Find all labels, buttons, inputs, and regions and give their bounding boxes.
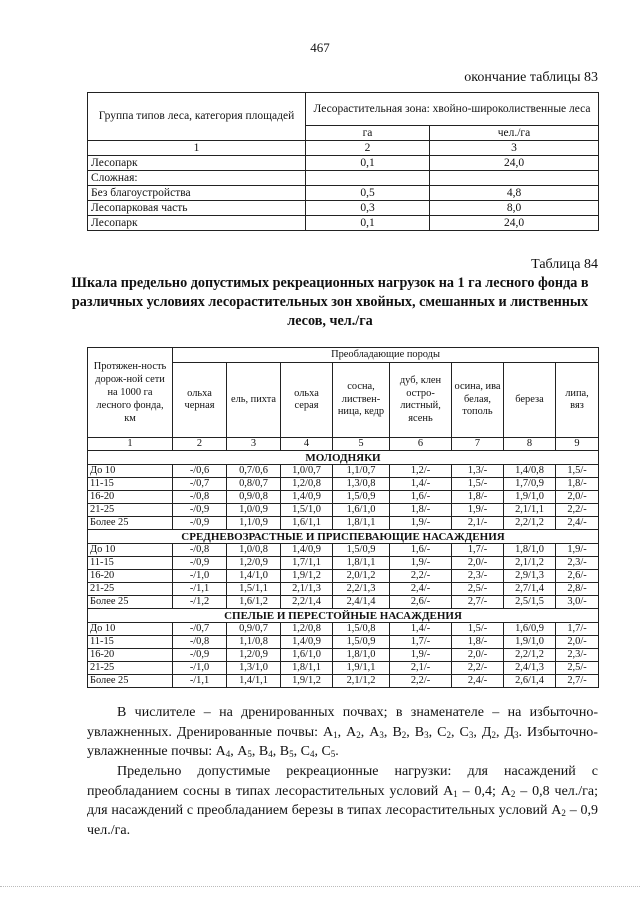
t83-cell-ha: 0,1 [306, 216, 430, 231]
t84-load-cell: 1,5/0,9 [333, 544, 390, 557]
t84-load-cell: 1,5/1,0 [281, 504, 333, 517]
t84-load-cell: 1,8/- [390, 504, 452, 517]
table-row [88, 583, 599, 596]
t84-load-cell: 1,1/0,9 [227, 517, 281, 530]
t84-load-cell: 2,5/- [452, 583, 504, 596]
t84-load-cell: 2,4/- [452, 675, 504, 688]
t83-group-header: Группа типов леса, категория площадей [88, 93, 306, 141]
t84-species-col: ель, пихта [227, 363, 281, 438]
t84-load-cell: 1,2/0,8 [281, 623, 333, 636]
t84-load-cell: 2,2/1,3 [333, 583, 390, 596]
t84-load-cell: 1,5/- [452, 478, 504, 491]
table-row [88, 544, 599, 557]
t84-load-cell: 2,4/1,3 [504, 662, 556, 675]
t84-load-cell: 2,5/1,5 [504, 596, 556, 609]
t84-load-cell: 1,4/- [390, 623, 452, 636]
t84-load-cell: -/1,1 [173, 675, 227, 688]
t84-load-cell: 2,2/1,2 [504, 517, 556, 530]
t84-load-cell: 0,9/0,7 [227, 623, 281, 636]
t84-col-num: 4 [281, 438, 333, 451]
t83-cell-per-ha [430, 171, 599, 186]
table84-label: Таблица 84 [531, 257, 598, 272]
t84-col-num: 8 [504, 438, 556, 451]
t84-road-length-cell: 21-25 [88, 662, 173, 675]
t84-load-cell: 0,7/0,6 [227, 465, 281, 478]
table-row [88, 201, 599, 216]
t84-load-cell: 1,6/- [390, 491, 452, 504]
t84-section-row [88, 451, 599, 465]
t84-load-cell: 2,1/- [390, 662, 452, 675]
table-83 [87, 92, 599, 231]
t84-load-cell: 1,7/- [556, 623, 599, 636]
t84-load-cell: 1,9/1,1 [333, 662, 390, 675]
t84-load-cell: 1,2/- [390, 465, 452, 478]
t84-load-cell: 0,9/0,8 [227, 491, 281, 504]
table-row [88, 504, 599, 517]
table-row [88, 171, 599, 186]
t84-load-cell: 2,5/- [556, 662, 599, 675]
paragraph-load-limits: Предельно допустимые рекреационные нагрузки: для насаждений с преобладанием сосны в типах лесорастительных условий $А_1 - 0,4$; $А_2 - 0,8$ чел./га; для насаждений с преобладанием березы в типах лесорастительных условий $А_2 - 0,9$ чел./га. [87, 764, 599, 838]
t84-col-num: 3 [227, 438, 281, 451]
table-row [88, 662, 599, 675]
t84-load-cell: 2,0/- [556, 491, 599, 504]
t84-load-cell: -/0,8 [173, 544, 227, 557]
t84-load-cell: 1,8/1,1 [333, 517, 390, 530]
t84-load-cell: 1,7/- [452, 544, 504, 557]
t84-load-cell: 1,8/- [452, 491, 504, 504]
t84-load-cell: 2,2/- [390, 675, 452, 688]
t83-cell-name: Сложная: [88, 171, 306, 186]
t84-load-cell: -/0,8 [173, 636, 227, 649]
t84-species-col: осина, ива белая, тополь [452, 363, 504, 438]
t84-section-row [88, 609, 599, 623]
t84-road-length-cell: 21-25 [88, 504, 173, 517]
t84-col-num: 1 [88, 438, 173, 451]
t83-cell-name: Лесопарк [88, 156, 306, 171]
t84-load-cell: -/0,8 [173, 491, 227, 504]
t84-load-cell: 1,4/1,0 [227, 570, 281, 583]
t84-load-cell: 2,3/- [556, 649, 599, 662]
t84-load-cell: 1,9/- [556, 544, 599, 557]
footer-divider [0, 886, 640, 891]
t84-road-length-cell: 16-20 [88, 649, 173, 662]
t83-col-num: 3 [430, 141, 599, 156]
t83-zone-header: Лесорастительная зона: хвойно-широколиственные леса [306, 93, 599, 126]
t84-load-cell: 1,1/0,8 [227, 636, 281, 649]
t83-cell-ha: 0,5 [306, 186, 430, 201]
t84-load-cell: 1,6/1,0 [333, 504, 390, 517]
t84-road-length-cell: 11-15 [88, 636, 173, 649]
t84-load-cell: 2,4/- [556, 517, 599, 530]
t84-load-cell: 2,0/- [452, 649, 504, 662]
t83-col-num: 1 [88, 141, 306, 156]
t84-load-cell: 2,3/- [556, 557, 599, 570]
t83-cell-ha: 0,3 [306, 201, 430, 216]
t84-load-cell: 2,0/1,2 [333, 570, 390, 583]
t84-load-cell: 1,5/0,9 [333, 636, 390, 649]
table-row [88, 186, 599, 201]
t84-load-cell: 2,2/1,2 [504, 649, 556, 662]
t84-load-cell: 3,0/- [556, 596, 599, 609]
t84-load-cell: 2,2/- [556, 504, 599, 517]
t84-load-cell: 1,9/- [390, 649, 452, 662]
t84-load-cell: 1,8/1,0 [504, 544, 556, 557]
t84-load-cell: 2,6/- [556, 570, 599, 583]
t84-load-cell: 2,6/- [390, 596, 452, 609]
t84-load-cell: 1,5/0,9 [333, 491, 390, 504]
t84-load-cell: 1,9/1,2 [281, 570, 333, 583]
t83-cell-ha: 0,1 [306, 156, 430, 171]
t84-section-title: МОЛОДНЯКИ [88, 451, 599, 465]
t84-load-cell: 1,4/0,9 [281, 491, 333, 504]
t84-section-title: СПЕЛЫЕ И ПЕРЕСТОЙНЫЕ НАСАЖДЕНИЯ [88, 609, 599, 623]
t84-species-col: ольха черная [173, 363, 227, 438]
t83-cell-ha [306, 171, 430, 186]
t84-load-cell: 1,4/0,9 [281, 636, 333, 649]
t84-load-cell: 2,0/- [556, 636, 599, 649]
t84-road-length-cell: 11-15 [88, 478, 173, 491]
t84-load-cell: 1,6/1,0 [281, 649, 333, 662]
t84-load-cell: 2,3/- [452, 570, 504, 583]
table-row [88, 465, 599, 478]
t84-section-title: СРЕДНЕВОЗРАСТНЫЕ И ПРИСПЕВАЮЩИЕ НАСАЖДЕНИЯ [88, 530, 599, 544]
t84-species-col: береза [504, 363, 556, 438]
t84-load-cell: -/1,0 [173, 570, 227, 583]
t84-load-cell: 2,1/1,3 [281, 583, 333, 596]
table-row [88, 491, 599, 504]
t84-load-cell: -/0,9 [173, 517, 227, 530]
t84-load-cell: -/0,9 [173, 649, 227, 662]
t83-cell-per-ha: 8,0 [430, 201, 599, 216]
t84-load-cell: 1,7/- [390, 636, 452, 649]
t84-load-cell: 2,9/1,3 [504, 570, 556, 583]
t83-cell-name: Лесопарк [88, 216, 306, 231]
t84-load-cell: 1,1/0,7 [333, 465, 390, 478]
t84-load-cell: 1,8/- [452, 636, 504, 649]
t84-load-cell: 1,8/1,0 [333, 649, 390, 662]
t84-load-cell: 1,6/1,1 [281, 517, 333, 530]
t84-col-num: 9 [556, 438, 599, 451]
table-row [88, 478, 599, 491]
t84-road-length-cell: Более 25 [88, 596, 173, 609]
t84-load-cell: 1,8/1,1 [281, 662, 333, 675]
t84-load-cell: 2,6/1,4 [504, 675, 556, 688]
t84-col-num: 7 [452, 438, 504, 451]
t84-load-cell: 1,5/0,8 [333, 623, 390, 636]
t84-load-cell: 1,0/0,8 [227, 544, 281, 557]
t84-load-cell: 1,6/0,9 [504, 623, 556, 636]
t84-species-col: ольха серая [281, 363, 333, 438]
t84-species-header: Преобладающие породы [173, 348, 599, 363]
t84-load-cell: 2,1/1,2 [504, 557, 556, 570]
t84-load-cell: 2,7/1,4 [504, 583, 556, 596]
t84-load-cell: 2,1/- [452, 517, 504, 530]
t83-col-num: 2 [306, 141, 430, 156]
t84-load-cell: -/0,7 [173, 478, 227, 491]
t84-load-cell: 1,8/- [556, 478, 599, 491]
table-row [88, 675, 599, 688]
t84-load-cell: 1,9/1,0 [504, 636, 556, 649]
table-row [88, 517, 599, 530]
t84-load-cell: -/1,2 [173, 596, 227, 609]
t83-cell-per-ha: 24,0 [430, 216, 599, 231]
t84-load-cell: 1,9/- [390, 557, 452, 570]
t84-load-cell: 1,5/- [556, 465, 599, 478]
t84-load-cell: 1,3/- [452, 465, 504, 478]
t84-load-cell: 0,8/0,7 [227, 478, 281, 491]
table-row [88, 636, 599, 649]
t84-load-cell: 2,7/- [452, 596, 504, 609]
t84-load-cell: 2,4/1,4 [333, 596, 390, 609]
t84-road-header: Протяжен-ность дорож-ной сети на 1000 га лесного фонда, км [88, 348, 173, 438]
t84-load-cell: 1,3/0,8 [333, 478, 390, 491]
table-row [88, 216, 599, 231]
table-row [88, 557, 599, 570]
t84-road-length-cell: Более 25 [88, 675, 173, 688]
t84-load-cell: 1,5/- [452, 623, 504, 636]
t84-load-cell: 1,4/- [390, 478, 452, 491]
t83-cell-per-ha: 24,0 [430, 156, 599, 171]
t84-load-cell: -/1,0 [173, 662, 227, 675]
table-84 [87, 347, 599, 688]
t84-col-num: 2 [173, 438, 227, 451]
t84-load-cell: 2,2/1,4 [281, 596, 333, 609]
t84-load-cell: 1,7/0,9 [504, 478, 556, 491]
t84-load-cell: -/0,9 [173, 504, 227, 517]
t84-road-length-cell: 16-20 [88, 570, 173, 583]
t84-load-cell: 1,0/0,9 [227, 504, 281, 517]
t84-section-row [88, 530, 599, 544]
t83-cell-per-ha: 4,8 [430, 186, 599, 201]
t84-species-col: дуб, клен остро-листный, ясень [390, 363, 452, 438]
t84-road-length-cell: До 10 [88, 544, 173, 557]
t84-load-cell: 1,2/0,8 [281, 478, 333, 491]
t84-col-numbers [88, 438, 599, 451]
t84-road-length-cell: Более 25 [88, 517, 173, 530]
t84-road-length-cell: До 10 [88, 623, 173, 636]
t84-load-cell: 2,4/- [390, 583, 452, 596]
t84-load-cell: 1,4/1,1 [227, 675, 281, 688]
t84-load-cell: 1,9/- [452, 504, 504, 517]
t83-cell-name: Лесопарковая часть [88, 201, 306, 216]
t84-load-cell: 1,9/1,2 [281, 675, 333, 688]
t84-load-cell: 1,5/1,1 [227, 583, 281, 596]
t84-load-cell: 2,2/- [452, 662, 504, 675]
paragraph-soil-notes: В числителе – на дренированных почвах; в знаменателе – на избыточно-увлажненных. Дренированные почвы: $А_1$, $А_2$, $А_3$, $В_2$, $В_3$, $С_2$, $С_3$, $Д_2$, $Д_3$. Избыточно-увлажненные почвы: $А_4$, $А_5$, $В_4$, $В_5$, $С_4$, $С_5$. [87, 705, 598, 759]
table-row [88, 623, 599, 636]
t84-load-cell: -/1,1 [173, 583, 227, 596]
t84-load-cell: 1,0/0,7 [281, 465, 333, 478]
t84-load-cell: 1,2/0,9 [227, 649, 281, 662]
t84-road-length-cell: 21-25 [88, 583, 173, 596]
table-row [88, 156, 599, 171]
t84-load-cell: 1,8/1,1 [333, 557, 390, 570]
table-row [88, 649, 599, 662]
t84-species-col: сосна, листвен-ница, кедр [333, 363, 390, 438]
t84-col-num: 6 [390, 438, 452, 451]
t83-col-numbers [88, 141, 599, 156]
t84-load-cell: -/0,6 [173, 465, 227, 478]
t84-road-length-cell: 16-20 [88, 491, 173, 504]
t84-load-cell: 2,8/- [556, 583, 599, 596]
t84-load-cell: -/0,9 [173, 557, 227, 570]
t84-load-cell: 1,4/0,8 [504, 465, 556, 478]
t84-load-cell: 2,2/- [390, 570, 452, 583]
t84-load-cell: 1,7/1,1 [281, 557, 333, 570]
t84-load-cell: 1,3/1,0 [227, 662, 281, 675]
t83-unit-per-ha: чел./га [430, 126, 599, 141]
t84-species-col: липа, вяз [556, 363, 599, 438]
t84-road-length-cell: До 10 [88, 465, 173, 478]
t84-load-cell: 1,2/0,9 [227, 557, 281, 570]
t84-road-length-cell: 11-15 [88, 557, 173, 570]
page-number: 467 [310, 40, 330, 55]
t84-load-cell: 1,9/- [390, 517, 452, 530]
t84-load-cell: 1,4/0,9 [281, 544, 333, 557]
t83-unit-ha: га [306, 126, 430, 141]
t84-load-cell: 2,7/- [556, 675, 599, 688]
t83-cell-name: Без благоустройства [88, 186, 306, 201]
t84-load-cell: 2,1/1,2 [333, 675, 390, 688]
t84-load-cell: 2,1/1,1 [504, 504, 556, 517]
t84-load-cell: 2,0/- [452, 557, 504, 570]
t84-load-cell: 1,6/- [390, 544, 452, 557]
t84-load-cell: 1,6/1,2 [227, 596, 281, 609]
t84-col-num: 5 [333, 438, 390, 451]
table83-caption: окончание таблицы 83 [464, 70, 598, 85]
table-row [88, 570, 599, 583]
table-row [88, 596, 599, 609]
t84-load-cell: 1,9/1,0 [504, 491, 556, 504]
table84-title: Шкала предельно допустимых рекреационных нагрузок на 1 га лесного фонда в различных условиях лесорастительных зон хвойных, смешанных и лиственных лесов, чел./га [71, 275, 589, 329]
t84-load-cell: -/0,7 [173, 623, 227, 636]
